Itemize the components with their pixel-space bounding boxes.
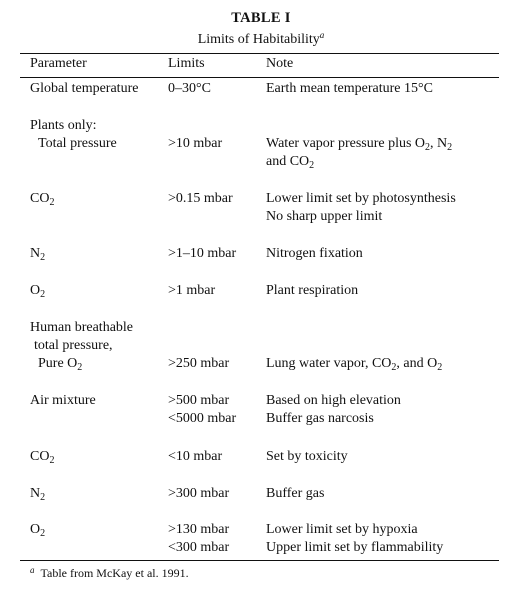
table-footnote [30, 565, 189, 581]
row-global-temperature-note: Earth mean temperature 15°C [266, 81, 433, 96]
row-human-co2-limit: <10 mbar [168, 449, 223, 464]
row-air-mixture-param: Air mixture [30, 393, 96, 408]
row-plants-o2-limit: >1 mbar [168, 283, 216, 298]
footnote-marker: a [30, 565, 35, 575]
row-human-n2-param: $N_2$ [30, 486, 46, 503]
row-air-mixture-note-line2: Buffer gas narcosis [266, 411, 374, 426]
section-plants-only: Plants only: [30, 118, 97, 133]
row-global-temperature-param: Global temperature [30, 81, 139, 96]
table-subtitle-footnote-marker: a [319, 30, 325, 40]
row-air-mixture-note-line1: Based on high elevation [266, 393, 401, 408]
row-plants-total-pressure-param: Total pressure [38, 136, 117, 151]
row-plants-o2-param: $O_2$ [30, 283, 46, 300]
row-plants-co2-param: $CO_2$ [30, 191, 55, 208]
row-plants-co2-limit: >0.15 mbar [168, 191, 233, 206]
footnote-text: Table from McKay et al. 1991. [40, 566, 189, 580]
header-limits: Limits [168, 56, 205, 71]
row-plants-co2-note-line1: Lower limit set by photosynthesis [266, 191, 456, 206]
header-note: Note [266, 56, 294, 71]
row-human-pure-o2-limit: >250 mbar [168, 356, 230, 371]
row-human-o2-limit-line2: <300 mbar [168, 540, 230, 555]
row-plants-total-pressure-note-line1: Water vapor pressure plus $O_2$, $N_2$ [266, 136, 453, 153]
bottom-rule [20, 560, 499, 561]
row-human-co2-note: Set by toxicity [266, 449, 348, 464]
row-human-o2-limit-line1: >130 mbar [168, 522, 230, 537]
header-rule [20, 77, 499, 78]
table-title: TABLE I [231, 10, 291, 26]
row-air-mixture-limit-line1: >500 mbar [168, 393, 230, 408]
section-human-breathable-line1: Human breathable [30, 320, 134, 335]
row-plants-o2-note: Plant respiration [266, 283, 359, 298]
row-plants-total-pressure-note-line2: and $CO_2$ [266, 154, 315, 171]
row-human-n2-note: Buffer gas [266, 486, 325, 501]
row-human-pure-o2-param: Pure $O_2$ [38, 356, 83, 373]
row-human-o2-note-line2: Upper limit set by flammability [266, 540, 444, 555]
row-plants-co2-note-line2: No sharp upper limit [266, 209, 383, 224]
row-human-co2-param: $CO_2$ [30, 449, 55, 466]
row-human-o2-note-line1: Lower limit set by hypoxia [266, 522, 418, 537]
row-human-o2-param: $O_2$ [30, 522, 46, 539]
row-human-pure-o2-note: Lung water vapor, $CO_2$, and $O_2$ [266, 356, 443, 373]
top-rule [20, 53, 499, 54]
row-plants-total-pressure-limit: >10 mbar [168, 136, 223, 151]
row-plants-n2-limit: >1–10 mbar [168, 246, 237, 261]
table-subtitle [0, 30, 522, 48]
row-plants-n2-param: $N_2$ [30, 246, 46, 263]
row-air-mixture-limit-line2: <5000 mbar [168, 411, 237, 426]
row-global-temperature-limit: 0–30°C [168, 81, 211, 96]
section-human-breathable-line2: total pressure, [34, 338, 113, 353]
row-plants-n2-note: Nitrogen fixation [266, 246, 363, 261]
row-human-n2-limit: >300 mbar [168, 486, 230, 501]
table-subtitle-text: Limits of Habitability [197, 32, 320, 47]
header-parameter: Parameter [30, 56, 87, 71]
